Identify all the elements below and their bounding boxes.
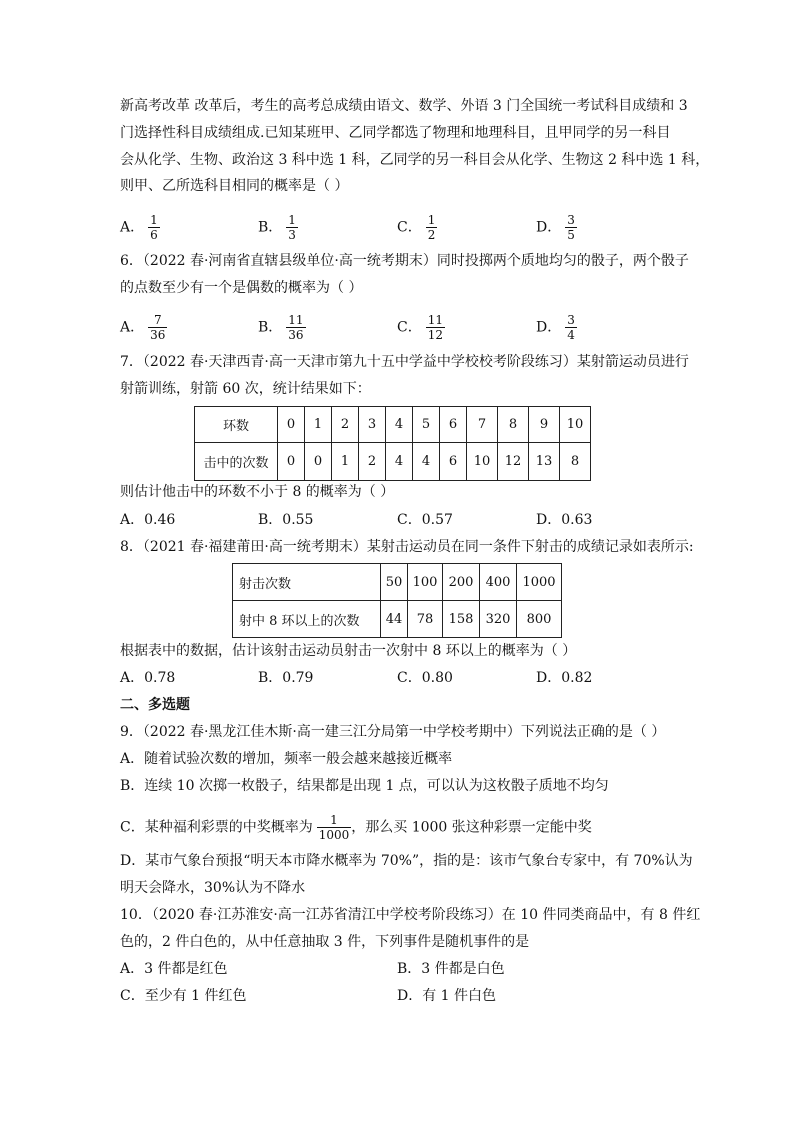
q7-line-1: 7．（2022 春·天津西青·高一天津市第九十五中学益中学校校考阶段练习）某射箭运动员进行: [120, 354, 689, 370]
fraction: [426, 313, 445, 342]
q8-row2-header: 射中 8 环以上的次数: [233, 601, 381, 638]
denominator: 3: [288, 228, 296, 242]
q8-option-b: B．0.79: [258, 670, 314, 686]
numerator: 11: [427, 313, 443, 327]
option-label: B．: [258, 319, 283, 336]
fraction: [286, 213, 298, 242]
denominator: 4: [567, 328, 575, 342]
q5-option-c: [397, 213, 437, 242]
option-label: B．: [258, 219, 283, 236]
q6-line-1: 6．（2022 春·河南省直辖县级单位·高一统考期末）同时投掷两个质地均匀的骰子，两个骰子: [120, 253, 689, 269]
q6-option-a: [120, 313, 167, 342]
q5-option-b: [258, 213, 298, 242]
numerator: 3: [567, 213, 575, 227]
table-cell: 50: [381, 564, 408, 601]
numerator: 1: [150, 213, 158, 227]
option-label: C．: [397, 319, 422, 336]
q9-option-c-text: C．某种福利彩票的中奖概率为: [120, 819, 313, 836]
denominator: 36: [150, 328, 166, 342]
table-cell: 0: [278, 443, 305, 481]
table-cell: 320: [480, 601, 517, 638]
table-cell: 5: [413, 407, 440, 443]
q9-option-c: [120, 813, 592, 842]
q10-line-2: 色的，2 件白色的，从中任意抽取 3 件，下列事件是随机事件的是: [120, 934, 530, 950]
fraction: [286, 313, 305, 342]
q7-table-row-rings: [195, 407, 591, 443]
q9-option-d-line-1: D．某市气象台预报“明天本市降水概率为 70%”，指的是：该市气象台专家中，有 70%认为: [120, 853, 693, 869]
table-cell: 800: [517, 601, 562, 638]
q7-row2-header: 击中的次数: [195, 443, 278, 481]
fraction: [148, 313, 167, 342]
table-cell: 78: [408, 601, 443, 638]
q7-option-a: A．0.46: [120, 512, 176, 528]
q9-option-a: A．随着试验次数的增加，频率一般会越来越接近概率: [120, 751, 453, 767]
q5-option-a: [120, 213, 160, 242]
table-cell: 44: [381, 601, 408, 638]
q8-table-row-hits: [233, 601, 562, 638]
option-label: C．: [397, 219, 422, 236]
q6-option-c: [397, 313, 445, 342]
q5-line-3: 会从化学、生物、政治这 3 科中选 1 科，乙同学的另一科目会从化学、生物这 2 科中选 1 科，: [120, 152, 710, 168]
q7-option-b: B．0.55: [258, 512, 314, 528]
q5-line-1: 新高考改革 改革后，考生的高考总成绩由语文、数学、外语 3 门全国统一考试科目成绩和 3: [120, 98, 688, 114]
table-cell: 2: [359, 443, 386, 481]
option-label: D．: [536, 219, 562, 236]
denominator: 12: [427, 328, 443, 342]
table-cell: 6: [440, 407, 467, 443]
q7-option-c: C．0.57: [397, 512, 453, 528]
table-cell: 4: [386, 443, 413, 481]
q10-line-1: 10．（2020 春·江苏淮安·高一江苏省清江中学校考阶段练习）在 10 件同类商品中，有 8 件红: [120, 907, 701, 923]
q8-line-1: 8．（2021 春·福建莆田·高一统考期末）某射击运动员在同一条件下射击的成绩记录如表所示:: [120, 539, 694, 555]
q7-option-d: D．0.63: [536, 512, 593, 528]
table-cell: 4: [386, 407, 413, 443]
table-cell: 1: [332, 443, 359, 481]
table-cell: 158: [443, 601, 480, 638]
option-label: A．: [120, 319, 145, 336]
numerator: 1: [288, 213, 296, 227]
table-cell: 4: [413, 443, 440, 481]
q10-option-b: B．3 件都是白色: [397, 961, 505, 977]
q5-line-4: 则甲、乙所选科目相同的概率是（ ）: [120, 178, 349, 194]
table-cell: 8: [560, 443, 591, 481]
q9-line-1: 9．（2022 春·黑龙江佳木斯·高一建三江分局第一中学校考期中）下列说法正确的是（ ）: [120, 724, 666, 740]
table-cell: 12: [498, 443, 529, 481]
denominator: 5: [567, 228, 575, 242]
section-heading-multi-choice: 二、多选题: [120, 697, 190, 713]
table-cell: 2: [332, 407, 359, 443]
q8-option-d: D．0.82: [536, 670, 593, 686]
numerator: 1: [330, 813, 338, 827]
q8-table-row-shots: [233, 564, 562, 601]
denominator: 36: [288, 328, 304, 342]
numerator: 7: [153, 313, 162, 327]
table-cell: 9: [529, 407, 560, 443]
denominator: 6: [150, 228, 158, 242]
table-cell: 100: [408, 564, 443, 601]
table-cell: 400: [480, 564, 517, 601]
fraction: [565, 213, 577, 242]
q8-row1-header: 射击次数: [233, 564, 381, 601]
table-cell: 10: [467, 443, 498, 481]
table-cell: 0: [305, 443, 332, 481]
q10-option-d: D．有 1 件白色: [397, 988, 497, 1004]
table-cell: 8: [498, 407, 529, 443]
table-cell: 1: [305, 407, 332, 443]
q9-option-c-text-end: ，那么买 1000 张这种彩票一定能中奖: [351, 819, 592, 836]
q10-option-a: A．3 件都是红色: [120, 961, 228, 977]
q6-line-2: 的点数至少有一个是偶数的概率为（ ）: [120, 280, 363, 296]
q7-row1-header: 环数: [195, 407, 278, 443]
table-cell: 3: [359, 407, 386, 443]
table-cell: 1000: [517, 564, 562, 601]
numerator: 11: [288, 313, 304, 327]
fraction: [317, 813, 352, 842]
q7-line-2: 射箭训练，射箭 60 次，统计结果如下：: [120, 381, 371, 397]
q7-table-row-hits: [195, 443, 591, 481]
q7-table: [194, 406, 591, 481]
q8-question: 根据表中的数据，估计该射击运动员射击一次射中 8 环以上的概率为（ ）: [120, 643, 577, 659]
q6-option-d: [536, 313, 577, 342]
q8-table: [232, 563, 562, 638]
denominator: 1000: [318, 828, 350, 842]
option-label: D．: [536, 319, 562, 336]
table-cell: 200: [443, 564, 480, 601]
option-label: A．: [120, 219, 145, 236]
table-cell: 13: [529, 443, 560, 481]
q8-option-c: C．0.80: [397, 670, 453, 686]
q7-question: 则估计他击中的环数不小于 8 的概率为（ ）: [120, 484, 395, 500]
q5-line-2: 门选择性科目成绩组成.已知某班甲、乙同学都选了物理和地理科目，且甲同学的另一科目: [120, 125, 671, 141]
table-cell: 7: [467, 407, 498, 443]
denominator: 2: [427, 228, 436, 242]
q9-option-d-line-2: 明天会降水，30%认为不降水: [120, 880, 306, 896]
fraction: [148, 213, 160, 242]
table-cell: 6: [440, 443, 467, 481]
q8-option-a: A．0.78: [120, 670, 176, 686]
table-cell: 10: [560, 407, 591, 443]
q9-option-b: B．连续 10 次掷一枚骰子，结果都是出现 1 点，可以认为这枚骰子质地不均匀: [120, 778, 609, 794]
fraction: [426, 213, 438, 242]
table-cell: 0: [278, 407, 305, 443]
numerator: 1: [427, 213, 436, 227]
q5-option-d: [536, 213, 577, 242]
fraction: [565, 313, 577, 342]
q10-option-c: C．至少有 1 件红色: [120, 988, 247, 1004]
numerator: 3: [567, 313, 575, 327]
q6-option-b: [258, 313, 306, 342]
